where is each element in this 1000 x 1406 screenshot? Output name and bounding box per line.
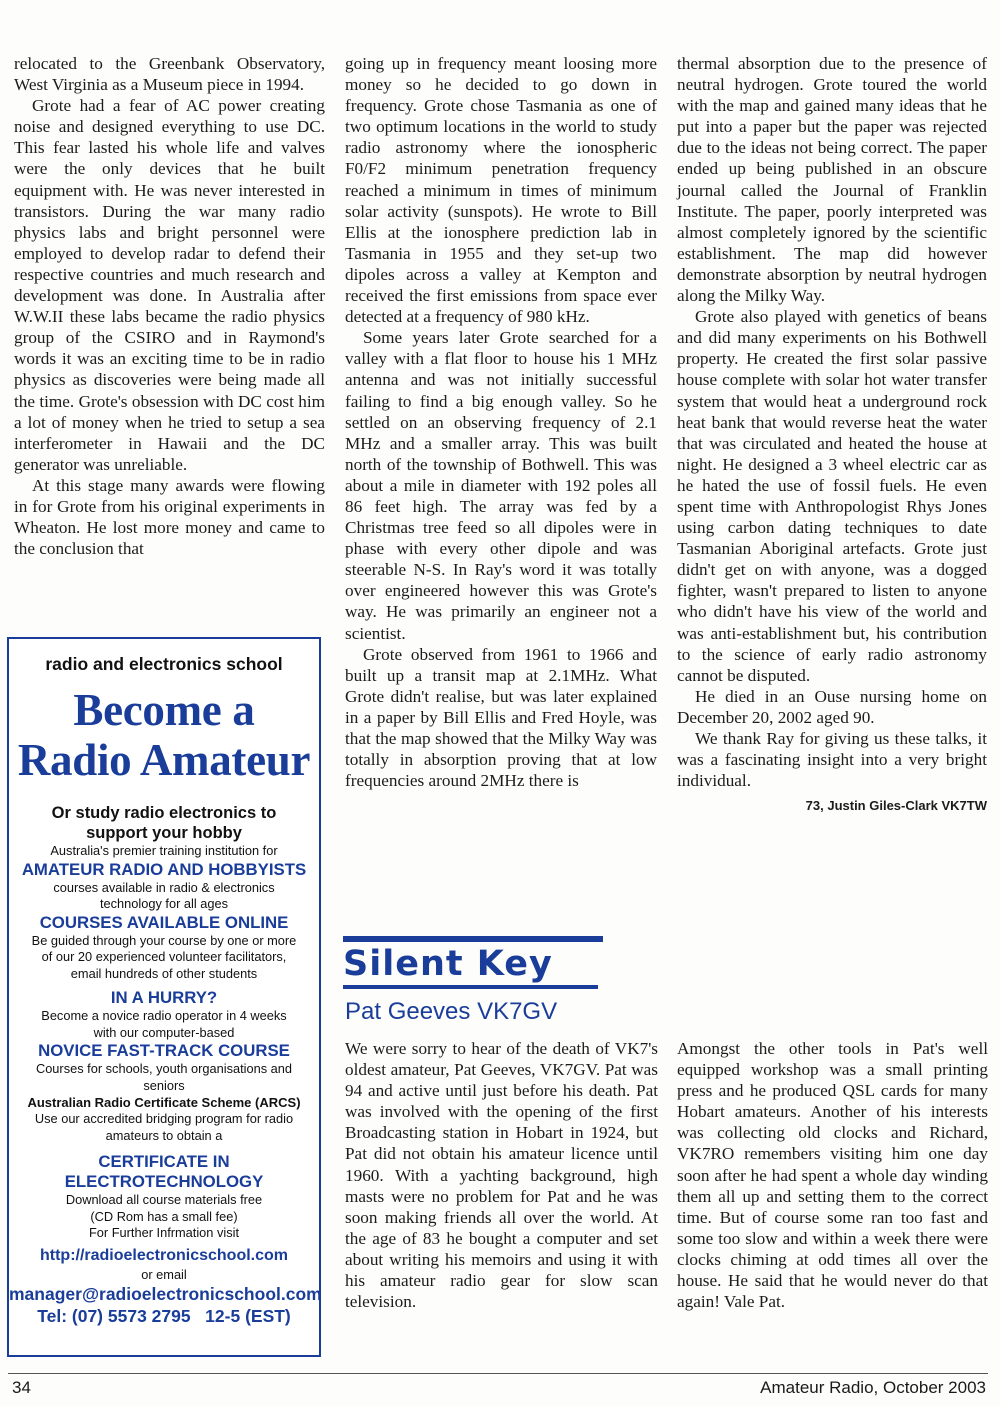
paragraph: Amongst the other tools in Pat's well equipped workshop was a small printing press and he produced QSL cards for many Hobart amateurs. Another of his interests was collecting old clocks and Richard, VK7RO remembers visiting him one day soon after he had spent a whole day winding them all up and setting them to the correct time. But of course some ran too fast and some too slow and within a week there were clocks chiming at odd times all over the house. He said that he would never do that again! Vale Pat. xyxy=(677,1039,988,1312)
obituary-column-2 xyxy=(677,1038,988,1312)
ad-text: courses available in radio & electronics technology for all ages xyxy=(53,879,275,911)
ad-text: or email xyxy=(141,1266,187,1282)
ad-text: Be guided through your course by one or more of our 20 experienced volunteer facilitators, email hundreds of other students xyxy=(31,932,297,981)
ad-telephone: Tel: (07) 5573 2795 12-5 (EST) xyxy=(37,1306,291,1326)
ad-subheading: Or study radio electronics to support your hobby xyxy=(51,804,277,842)
ad-highlight: AMATEUR RADIO AND HOBBYISTS xyxy=(21,859,307,879)
obituary-name: Pat Geeves VK7GV xyxy=(345,998,558,1025)
ad-headline-line-2: Radio Amateur xyxy=(17,735,311,785)
article-column-1 xyxy=(14,53,325,559)
ad-headline-line-1: Become a xyxy=(73,685,255,735)
paragraph: He died in an Ouse nursing home on December 20, 2002 aged 90. xyxy=(677,686,987,727)
article-signoff: 73, Justin Giles-Clark VK7TW xyxy=(805,798,987,814)
paragraph: Grote observed from 1961 to 1966 and built up a transit map at 2.1MHz. What Grote didn't realise, but was later explained in a paper by Bill Ellis and Fred Hoyle, was that the map showed that the Milky Way was totally in absorption proving that at low frequencies around 2MHz there is xyxy=(345,644,657,791)
ad-highlight: NOVICE FAST-TRACK COURSE xyxy=(38,1041,290,1060)
paragraph: thermal absorption due to the presence of neutral hydrogen. Grote toured the world with the map and gained many ideas that he put into a paper but the paper was rejected due to the ideas not being correct. The paper ended up being published in an obscure journal called the Journal of Franklin Institute. The paper, poorly interpreted was almost completely ignored by the scientific establishment. The map did however demonstrate absorption by neutral hydrogen along the Milky Way. xyxy=(677,54,987,306)
ad-text: Become a novice radio operator in 4 weeks with our computer-based xyxy=(41,1008,287,1040)
ad-headline xyxy=(9,685,319,785)
ad-text: Download all course materials free xyxy=(65,1192,263,1207)
paragraph: Some years later Grote searched for a valley with a flat floor to house his 1 MHz antenna and was not initially successful failing to find a big enough valley. So he settled on an observing frequency of 2.1 MHz and a smaller array. This was built north of the township of Bothwell. This was about a mile in diameter with 192 poles all 86 feet high. The array was fed by a Christmas tree feed so all dipoles were in phase with every other dipole and was steerable N-S. In Ray's word it was totally over engineered however this was Grote's way. He was primarily an engineer not a scientist. xyxy=(345,328,657,643)
obituary-column-1 xyxy=(345,1038,658,1312)
footer-rule xyxy=(8,1373,988,1374)
paragraph: going up in frequency meant loosing more money so he decided to go down in frequency. Grote chose Tasmania as one of two optimum locations in the world to study radio astronomy where the ionospheric F0/F2 minimum penetration frequency reached a minimum in times of minimum solar activity (sunspots). He wrote to Bill Ellis at the ionosphere prediction lab in Tasmania in 1955 and they set-up two dipoles across a valley at Kempton and received the first emissions from space ever detected at a frequency of 980 kHz. xyxy=(345,54,657,327)
school-advertisement xyxy=(7,637,321,1357)
paragraph: We thank Ray for giving us these talks, it was a fascinating insight into a very bright individual. xyxy=(677,729,987,791)
ad-text: Australia's premier training institution for xyxy=(50,843,278,858)
ad-highlight: COURSES AVAILABLE ONLINE xyxy=(39,912,289,932)
ad-text: Courses for schools, youth organisations and seniors xyxy=(35,1061,293,1093)
article-column-3 xyxy=(677,53,987,816)
ad-highlight: ELECTROTECHNOLOGY xyxy=(64,1172,264,1191)
section-underline xyxy=(343,985,598,989)
ad-website-link[interactable]: http://radioelectronicschool.com xyxy=(39,1246,289,1264)
ad-text: (CD Rom has a small fee) xyxy=(90,1208,238,1224)
article-column-2 xyxy=(345,53,657,791)
ad-bold-text: Australian Radio Certificate Scheme (ARCS) xyxy=(27,1095,301,1110)
paragraph: relocated to the Greenbank Observatory, West Virginia as a Museum piece in 1994. xyxy=(14,54,325,95)
paragraph: Grote had a fear of AC power creating noise and designed everything to use DC. This fear lasted his whole life and valves were the only devices that he built equipment with. He was never interested in transistors. During the war many radio physics labs and bright personnel were employed to develop radar to defend their respective countries and much research and development was done. In Australia after W.W.II these labs became the radio physics group of the CSIRO and in Raymond's words it was an exciting time to be in radio physics as discoveries were being made all the time. Grote's obsession with DC cost him a lot of money when he tried to setup a sea interferometer in Hawaii and the DC generator was unreliable. xyxy=(14,96,325,474)
ad-text: Use our accredited bridging program for radio amateurs to obtain a xyxy=(34,1111,294,1143)
ad-text: For Further Infrmation visit xyxy=(88,1225,240,1240)
ad-school-name: radio and electronics school xyxy=(45,654,283,674)
paragraph: At this stage many awards were flowing in for Grote from his original experiments in Wheaton. He lost more money and came to the conclusion that xyxy=(14,475,325,559)
ad-highlight: CERTIFICATE IN xyxy=(98,1152,230,1171)
paragraph: We were sorry to hear of the death of VK7's oldest amateur, Pat Geeves, VK7GV. Pat was 94 and active until just before his death. Pat was involved with the opening of the first Broadcasting station in Hobart in 1924, but Pat did not obtain his amateur licence until 1960. With a yachting background, high masts were no problem for Pat and he was soon making friends all over the world. At the age of 83 he bought a computer and set about writing his memoirs and using it with his amateur radio gear for slow scan television. xyxy=(345,1039,658,1312)
section-rule xyxy=(343,936,603,942)
page-number: 34 xyxy=(12,1378,31,1397)
paragraph: Grote also played with genetics of beans and did many experiments on his Bothwell property. He created the first solar passive house complete with solar hot water transfer system that would heat a underground rock heat bank that would reverse heat the water that was circulated and heated the house at night. He designed a 3 wheel electric car as he hated the use of fossil fuels. He even spent time with Anthropologist Rhys Jones using carbon dating techniques to date Tasmanian Aboriginal artefacts. Grote just didn't get on with anyone, was a dogged fighter, wasn't prepared to listen to anyone who didn't have his view of the world and was anti-establishment but, his contribution to the science of early radio astronomy cannot be disputed. xyxy=(677,307,987,685)
publication-name: Amateur Radio, October 2003 xyxy=(760,1378,986,1397)
section-title: Silent Key xyxy=(343,944,553,984)
ad-highlight: IN A HURRY? xyxy=(110,988,218,1007)
ad-email-link[interactable]: manager@radioelectronicschool.com xyxy=(9,1284,322,1304)
